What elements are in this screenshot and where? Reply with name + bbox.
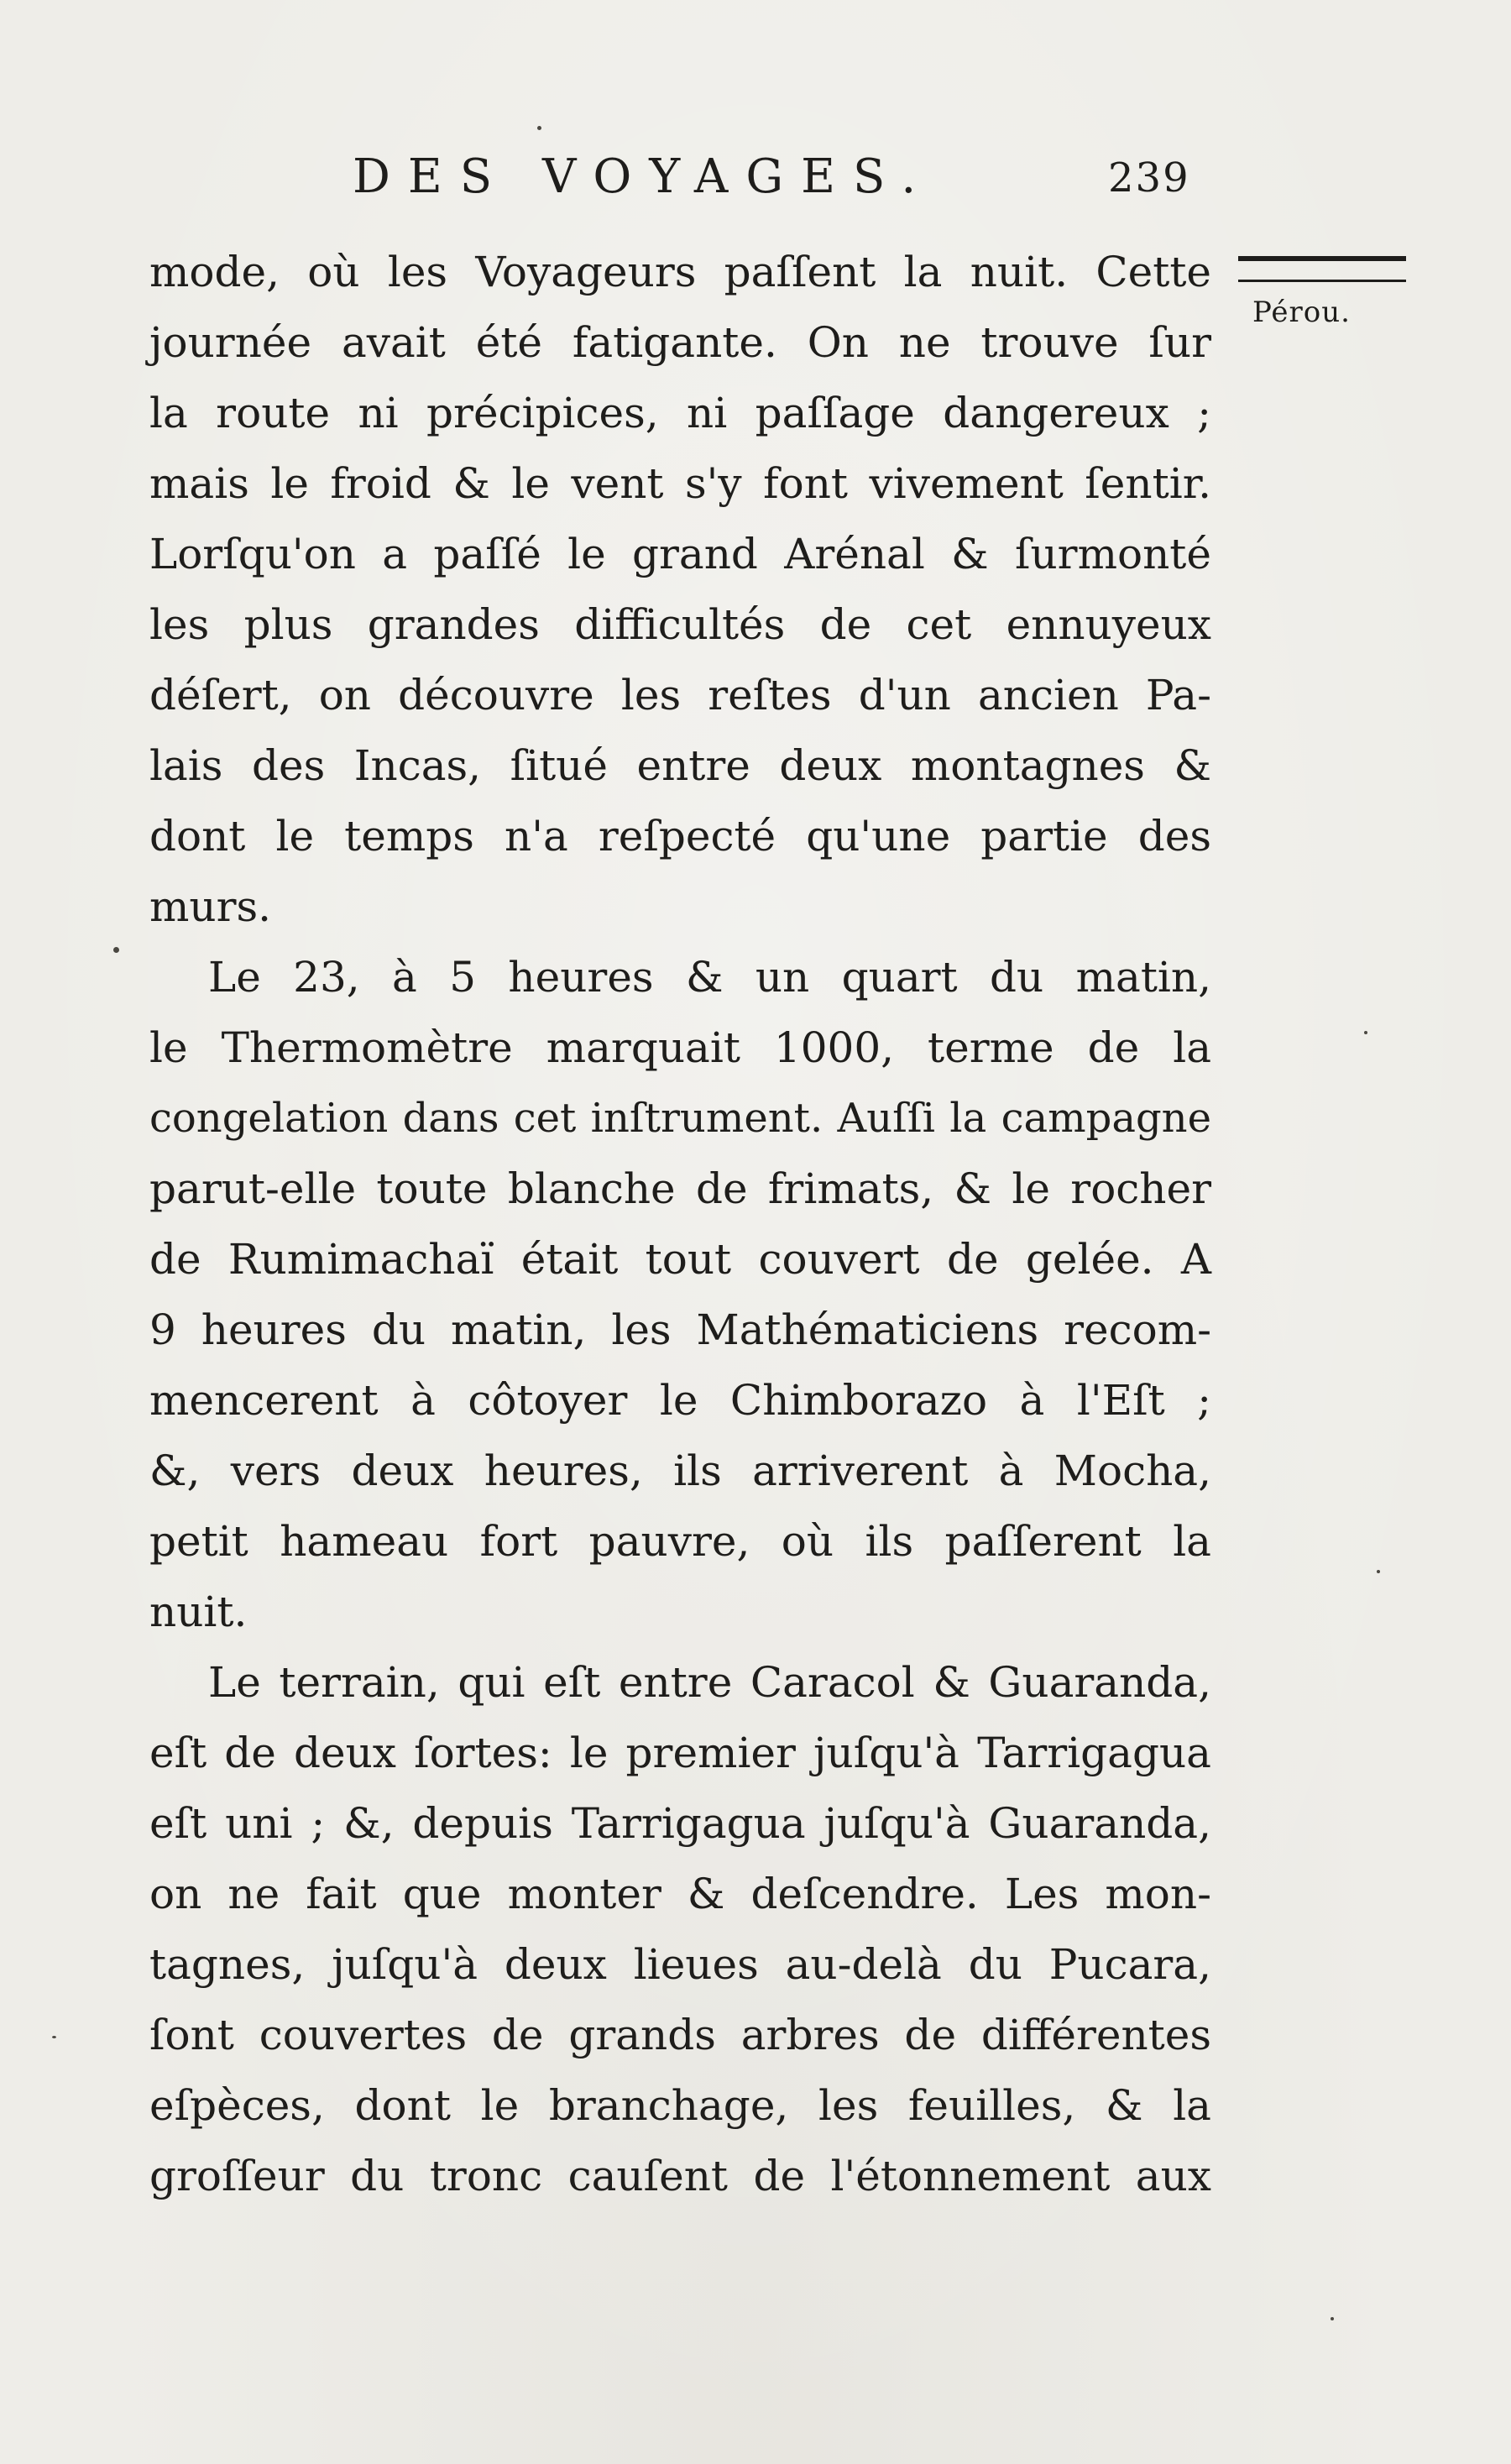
- paragraph: [149, 237, 1211, 942]
- paper-speck: [1331, 2317, 1334, 2320]
- margin-rule: [1238, 256, 1406, 282]
- margin-note: Pérou.: [1252, 296, 1351, 329]
- text-line: la route ni précipices, ni paſſage dangereux ;: [149, 389, 1211, 437]
- text-line: parut-elle toute blanche de frimats, & le rocher: [149, 1164, 1211, 1213]
- text-line: groſſeur du tronc cauſent de l'étonnement aux: [149, 2152, 1211, 2200]
- text-line: mode, où les Voyageurs paſſent la nuit. Cette: [149, 248, 1211, 296]
- text-line: congelation dans cet inſtrument. Auſſi la campagne: [149, 1095, 1211, 1142]
- text-line: les plus grandes difficultés de cet ennuyeux: [149, 600, 1211, 649]
- text-line: mencerent à côtoyer le Chimborazo à l'Eſt ;: [149, 1376, 1211, 1425]
- page-header: [353, 149, 1192, 225]
- body-text: [149, 237, 1211, 2211]
- text-line: on ne fait que monter & deſcendre. Les mon-: [149, 1870, 1211, 1918]
- text-line: eſt uni ; &, depuis Tarrigagua juſqu'à Guaranda,: [149, 1799, 1211, 1848]
- page-number: 239: [1108, 154, 1190, 201]
- text-line: eſpèces, dont le branchage, les feuilles, & la: [149, 2081, 1211, 2130]
- text-line: nuit.: [149, 1588, 248, 1636]
- paragraph: [149, 942, 1211, 1647]
- text-line: déſert, on découvre les reſtes d'un ancien Pa-: [149, 671, 1211, 719]
- paper-speck: [1364, 1031, 1367, 1034]
- text-line: tagnes, juſqu'à deux lieues au-delà du Pucara,: [149, 1940, 1211, 1989]
- paragraph: [149, 1647, 1211, 2211]
- text-line: 9 heures du matin, les Mathématiciens recom-: [149, 1305, 1211, 1354]
- text-line: &, vers deux heures, ils arriverent à Mocha,: [149, 1446, 1211, 1495]
- text-line: de Rumimachaï était tout couvert de gelée. A: [149, 1235, 1211, 1284]
- paper-speck: [52, 2036, 56, 2038]
- text-line: Le terrain, qui eſt entre Caracol & Guaranda,: [208, 1658, 1211, 1707]
- text-line: murs.: [149, 882, 272, 931]
- paper-speck: [1377, 1570, 1380, 1573]
- text-line: eſt de deux ſortes: le premier juſqu'à Tarrigagua: [149, 1729, 1211, 1777]
- text-line: Le 23, à 5 heures & un quart du matin,: [208, 953, 1211, 1002]
- text-line: le Thermomètre marquait 1000, terme de la: [149, 1023, 1211, 1072]
- text-line: ſont couvertes de grands arbres de différentes: [149, 2011, 1211, 2059]
- text-line: dont le temps n'a reſpecté qu'une partie des: [149, 812, 1211, 861]
- text-line: lais des Incas, ſitué entre deux montagnes &: [149, 741, 1211, 790]
- text-line: petit hameau fort pauvre, où ils paſſerent la: [149, 1517, 1211, 1566]
- text-line: Lorſqu'on a paſſé le grand Arénal & ſurmonté: [149, 530, 1211, 578]
- text-line: mais le froid & le vent s'y font vivement ſentir.: [149, 459, 1211, 508]
- paper-speck: [537, 126, 541, 130]
- paper-speck: [113, 947, 119, 953]
- running-head: DES VOYAGES.: [353, 149, 934, 204]
- text-line: journée avait été fatigante. On ne trouve ſur: [149, 318, 1211, 367]
